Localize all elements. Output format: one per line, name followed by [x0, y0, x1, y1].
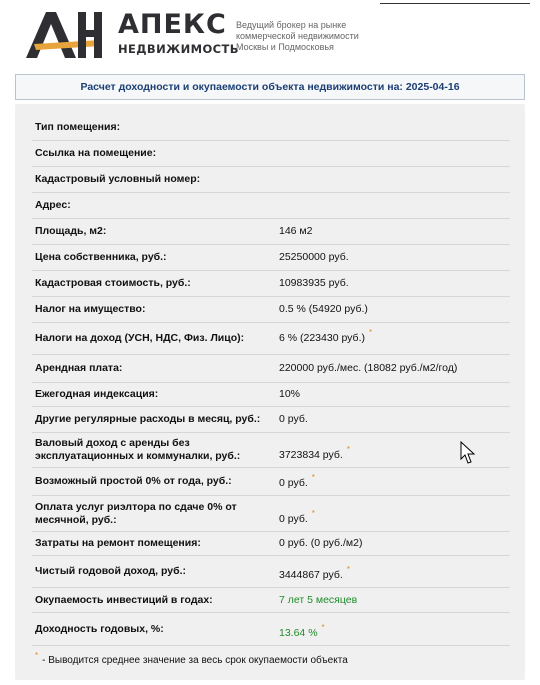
table-row [32, 407, 510, 433]
row-value-text: 13.64 % [279, 627, 318, 639]
row-label: Валовый доход с аренды без эксплуатационных и коммуналки, руб.: [35, 437, 241, 462]
report-title: Расчет доходности и окупаемости объекта недвижимости на: 2025-04-16 [15, 74, 525, 100]
row-value [278, 413, 510, 426]
table-row [32, 496, 510, 532]
row-label: Адрес: [35, 199, 71, 211]
apex-logo-icon[interactable] [24, 10, 104, 60]
row-value [278, 362, 510, 375]
brand-tagline [236, 20, 386, 53]
row-value [278, 509, 510, 531]
row-value [278, 623, 510, 645]
row-value-text: 0.5 % (54920 руб.) [279, 303, 368, 315]
row-value-text: 10983935 руб. [279, 277, 349, 289]
mouse-cursor-icon [460, 441, 476, 465]
row-label: Цена собственника, руб.: [35, 251, 167, 263]
row-value [278, 225, 510, 238]
row-value-text: 0 руб. [279, 513, 308, 525]
table-row [32, 167, 510, 193]
table-row [32, 613, 510, 646]
row-label: Площадь, м2: [35, 225, 107, 237]
footnote-text: - Выводится среднее значение за весь срок окупаемости объекта [42, 655, 348, 666]
brand-name: АПЕКС [118, 9, 227, 40]
table-row [32, 556, 510, 588]
table-row [32, 115, 510, 141]
tagline-line: Москвы и Подмосковья [236, 42, 334, 52]
row-label: Кадастровая стоимость, руб.: [35, 277, 191, 289]
footnote-star: * [368, 328, 373, 337]
table-row [32, 323, 510, 355]
row-label: Тип помещения: [35, 121, 121, 133]
header-divider [380, 3, 530, 4]
footnote-star: * [311, 509, 315, 518]
table-row [32, 468, 510, 496]
footnote-star: * [35, 651, 39, 660]
footnote-star: * [311, 473, 315, 482]
row-label: Арендная плата: [35, 362, 123, 374]
table-row [32, 193, 510, 219]
row-value [278, 328, 510, 345]
brand-subtitle: НЕДВИЖИМОСТЬ [118, 42, 239, 56]
row-value [278, 594, 510, 607]
row-value-text: 146 м2 [279, 225, 313, 237]
row-label: Кадастровый условный номер: [35, 173, 201, 185]
row-value [278, 303, 510, 316]
footnote-star: * [321, 623, 325, 632]
row-value-text: 0 руб. [279, 413, 308, 425]
row-value-text: 6 % (223430 руб.) [279, 332, 365, 344]
row-label: Чистый годовой доход, руб.: [35, 565, 187, 577]
site-header [0, 0, 540, 72]
table-row [32, 532, 510, 556]
table-row [32, 271, 510, 297]
table-row [32, 245, 510, 271]
row-label: Возможный простой 0% от года, руб.: [35, 475, 232, 487]
row-label: Налог на имущество: [35, 303, 146, 315]
row-label: Затраты на ремонт помещения: [35, 537, 201, 549]
row-value-text: 3444867 руб. [279, 569, 343, 581]
row-label: Налоги на доход (УСН, НДС, Физ. Лицо): [35, 332, 245, 344]
table-row [32, 383, 510, 407]
footnote [35, 651, 348, 666]
table-row [32, 588, 510, 613]
row-value [278, 537, 510, 550]
row-value-text: 0 руб. (0 руб./м2) [279, 537, 363, 549]
table-row [32, 141, 510, 167]
row-value-text: 25250000 руб. [279, 251, 349, 263]
row-value-text: 220000 руб./мес. (18082 руб./м2/год) [279, 362, 458, 374]
tagline-line: коммерческой недвижимости [236, 31, 359, 41]
row-value [278, 473, 510, 495]
tagline-line: Ведущий брокер на рынке [236, 20, 347, 30]
row-label: Оплата услуг риэлтора по сдаче 0% от месячной, руб.: [35, 500, 237, 526]
row-value-text: 7 лет 5 месяцев [279, 593, 358, 606]
row-value-text: 10% [279, 388, 301, 400]
row-value [278, 388, 510, 401]
row-value-text: 3723834 руб. [279, 449, 343, 461]
table-row [32, 355, 510, 383]
row-value-text: 0 руб. [279, 477, 308, 489]
row-label: Ссылка на помещение: [35, 147, 157, 159]
report-panel [15, 104, 525, 680]
row-label: Доходность годовых, %: [35, 622, 164, 635]
row-value [278, 251, 510, 264]
table-row [32, 433, 510, 468]
table-row [32, 219, 510, 245]
row-label: Ежегодная индексация: [35, 388, 159, 400]
table-row [32, 297, 510, 323]
row-value [278, 277, 510, 290]
row-label: Окупаемость инвестиций в годах: [35, 593, 213, 606]
report-table [32, 115, 510, 646]
row-label: Другие регулярные расходы в месяц, руб.: [35, 413, 261, 425]
footnote-star: * [346, 565, 350, 574]
footnote-star: * [346, 445, 350, 454]
row-value [278, 565, 510, 587]
